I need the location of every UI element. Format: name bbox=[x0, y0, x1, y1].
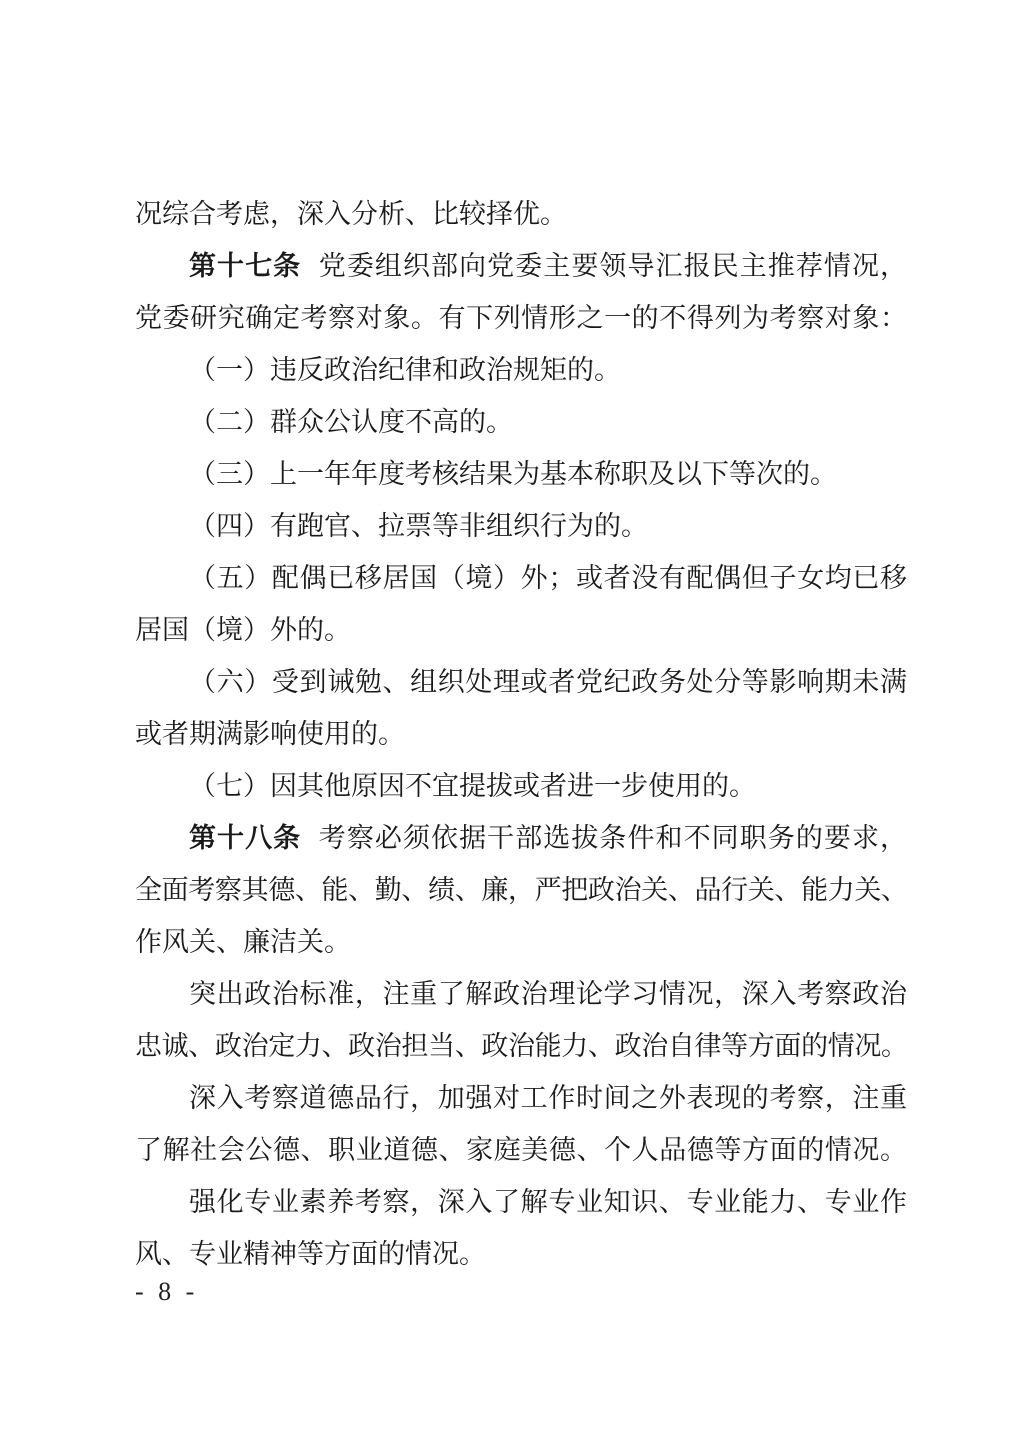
line-text: （五）配偶已移居国（境）外；或者没有配偶但子女均已移 bbox=[189, 563, 907, 593]
line-text: 党委组织部向党委主要领导汇报民主推荐情况， bbox=[318, 251, 908, 281]
article-17-heading: 第十七条 bbox=[189, 251, 302, 281]
line-text: 或者期满影响使用的。 bbox=[135, 719, 405, 749]
line-text: （三）上一年年度考核结果为基本称职及以下等次的。 bbox=[189, 459, 837, 489]
doc-line bbox=[135, 1124, 907, 1176]
line-text: （七）因其他原因不宜提拔或者进一步使用的。 bbox=[189, 771, 756, 801]
page-number: - 8 - bbox=[135, 1277, 199, 1306]
doc-line-item-1 bbox=[135, 344, 907, 396]
document-body bbox=[135, 188, 907, 1280]
doc-line bbox=[135, 1072, 907, 1124]
doc-line bbox=[135, 708, 907, 760]
line-text: 风、专业精神等方面的情况。 bbox=[135, 1239, 486, 1269]
doc-line-item-3 bbox=[135, 448, 907, 500]
line-text: 深入考察道德品行，加强对工作时间之外表现的考察，注重 bbox=[189, 1083, 907, 1113]
line-text: 作风关、廉洁关。 bbox=[135, 927, 351, 957]
doc-line bbox=[135, 1228, 907, 1280]
line-text: 强化专业素养考察，深入了解专业知识、专业能力、专业作 bbox=[189, 1187, 907, 1217]
line-text: 忠诚、政治定力、政治担当、政治能力、政治自律等方面的情况。 bbox=[135, 1031, 907, 1061]
doc-line bbox=[135, 188, 907, 240]
line-text: 党委研究确定考察对象。有下列情形之一的不得列为考察对象： bbox=[135, 303, 907, 333]
article-18-heading: 第十八条 bbox=[189, 823, 302, 853]
doc-line bbox=[135, 916, 907, 968]
line-text: 全面考察其德、能、勤、绩、廉，严把政治关、品行关、能力关、 bbox=[135, 875, 907, 905]
doc-line-item-5 bbox=[135, 552, 907, 604]
doc-line-article-18 bbox=[135, 812, 907, 864]
doc-line-item-6 bbox=[135, 656, 907, 708]
line-text: 居国（境）外的。 bbox=[135, 615, 351, 645]
doc-line bbox=[135, 1020, 907, 1072]
doc-line bbox=[135, 292, 907, 344]
doc-line bbox=[135, 604, 907, 656]
line-text: 况综合考虑，深入分析、比较择优。 bbox=[135, 199, 567, 229]
doc-line-item-7 bbox=[135, 760, 907, 812]
line-text: （一）违反政治纪律和政治规矩的。 bbox=[189, 355, 621, 385]
line-text: 考察必须依据干部选拔条件和不同职务的要求， bbox=[318, 823, 908, 853]
doc-line-item-4 bbox=[135, 500, 907, 552]
doc-line bbox=[135, 1176, 907, 1228]
line-text: （二）群众公认度不高的。 bbox=[189, 407, 513, 437]
doc-line bbox=[135, 968, 907, 1020]
line-text: 突出政治标准，注重了解政治理论学习情况，深入考察政治 bbox=[189, 979, 907, 1009]
doc-line-item-2 bbox=[135, 396, 907, 448]
line-text: 了解社会公德、职业道德、家庭美德、个人品德等方面的情况。 bbox=[135, 1135, 907, 1165]
line-text: （四）有跑官、拉票等非组织行为的。 bbox=[189, 511, 648, 541]
doc-line-article-17 bbox=[135, 240, 907, 292]
doc-line bbox=[135, 864, 907, 916]
line-text: （六）受到诫勉、组织处理或者党纪政务处分等影响期未满 bbox=[189, 667, 907, 697]
